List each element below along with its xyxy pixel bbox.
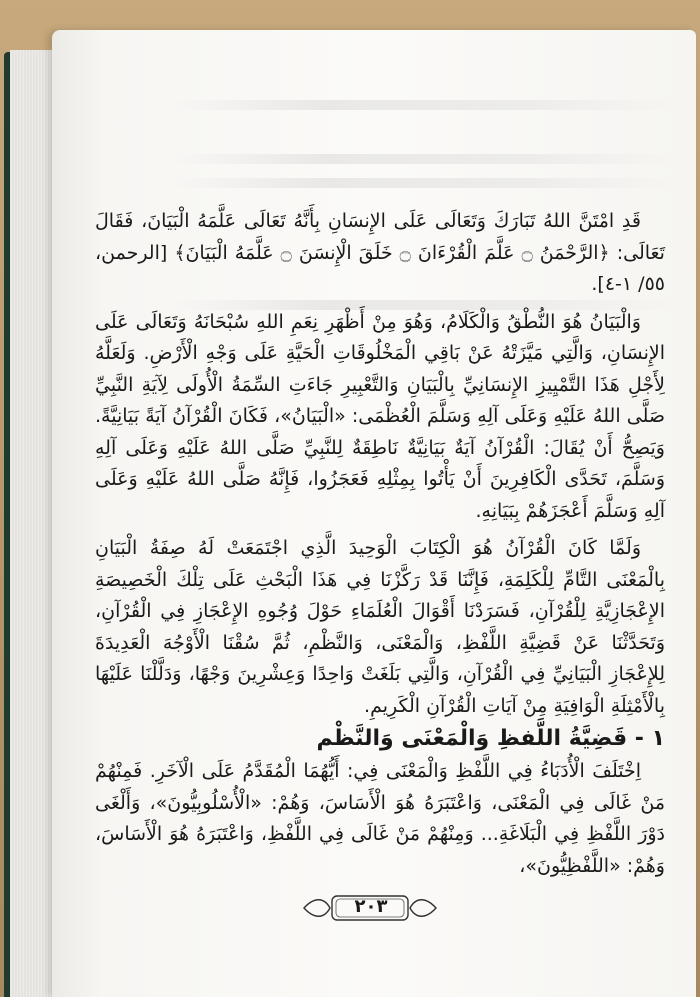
paragraph-1: قَدِ امْتَنَّ اللهُ تَبَارَكَ وَتَعَالَى عَلَى الإِنسَانِ بِأَنَّهُ تَعَالَى عَلَّمَهُ الْبَيَانَ، فَقَالَ تَعَالَى: ﴿الرَّحْمَنُ ۝ عَلَّمَ الْقُرْءَانَ ۝ خَلَقَ الْإِنسَنَ ۝ عَلَّمَهُ الْبَيَانَ﴾ [الرحمن، ٥٥/ ١-٤]. (95, 210, 665, 295)
bleed-through-line (172, 100, 672, 110)
paragraph-4: اِخْتَلَفَ الْأُدَبَاءُ فِي اللَّفْظِ وَالْمَعْنَى فِي: أَيُّهُمَا الْمُقَدَّمُ عَلَى الْآخَرِ. فَمِنْهُمْ مَنْ غَالَى فِي الْمَعْنَى، وَاعْتَبَرَهُ هُوَ الْأَسَاسَ، وَهُمْ: «الْأُسْلُوبِيُّونَ»، وَأَلْغَى دَوْرَ اللَّفْظِ فِي الْبَلَاغَةِ... وَمِنْهُمْ مَنْ غَالَى فِي اللَّفْظِ، وَاعْتَبَرَهُ هُوَ الْأَسَاسَ، وَهُمْ: «اللَّفْظِيُّونَ»، (95, 760, 665, 877)
bleed-through-line (172, 154, 672, 164)
bleed-through-line (172, 178, 672, 188)
paragraph-3: وَلَمَّا كَانَ الْقُرْآنُ هُوَ الْكِتَابَ الْوَحِيدَ الَّذِي اجْتَمَعَتْ لَهُ صِفَةُ الْبَيَانِ بِالْمَعْنَى التَّامِّ لِلْكَلِمَةِ، فَإِنَّنَا قَدْ رَكَّزْنَا فِي هَذَا الْبَحْثِ عَلَى تِلْكَ الْخَصِيصَةِ الإِعْجَازِيَّةِ لِلْقُرْآنِ، فَسَرَدْنَا أَقْوَالَ الْعُلَمَاءِ حَوْلَ وُجُوهِ الإِعْجَازِ فِي الْقُرْآنِ، وَتَحَدَّثْنَا عَنْ قَضِيَّةِ اللَّفْظِ، وَالْمَعْنَى، وَالنَّظْمِ، ثُمَّ سُقْنَا الْأَوْجُهَ الْعَدِيدَةَ لِلإِعْجَازِ الْبَيَانِيِّ فِي الْقُرْآنِ، وَالَّتِي بَلَغَتْ وَاحِدًا وَعِشْرِينَ وَجْهًا، وَدَلَّلْنَا عَلَيْهَا بِالْأَمْثِلَةِ الْوَافِيَةِ مِنْ آيَاتِ الْقُرْآنِ الْكَرِيمِ. (95, 537, 665, 717)
paragraph-2: وَالْبَيَانُ هُوَ النُّطْقُ وَالْكَلَامُ، وَهُوَ مِنْ أَظْهَرِ نِعَمِ اللهِ سُبْحَانَهُ وَتَعَالَى عَلَى الإِنسَانِ، وَالَّتِي مَيَّزَتْهُ عَنْ بَاقِي الْمَخْلُوقَاتِ الْحَيَّةِ عَلَى وَجْهِ الْأَرْضِ. وَلَعَلَّهُ لِأَجْلِ هَذَا التَّمْيِيزِ الإِنسَانِيِّ بِالْبَيَانِ وَالتَّعْبِيرِ جَاءَتِ السِّمَةُ الْأُولَى لِآيَةِ النَّبِيِّ صَلَّى اللهُ عَلَيْهِ وَعَلَى آلِهِ وَسَلَّمَ الْعُظْمَى: «الْبَيَانُ»، فَكَانَ الْقُرْآنُ آيَةً بَيَانِيَّةً. وَيَصِحُّ أَنْ يُقَالَ: الْقُرْآنُ آيَةٌ بَيَانِيَّةٌ نَاطِقَةٌ لِلنَّبِيِّ صَلَّى اللهُ عَلَيْهِ وَعَلَى آلِهِ وَسَلَّمَ، تَحَدَّى الْكَافِرِينَ أَنْ يَأْتُوا بِمِثْلِهِ فَعَجَزُوا، فَإِنَّهُ صَلَّى اللهُ عَلَيْهِ وَعَلَى آلِهِ وَسَلَّمَ أَعْجَزَهُمْ بِبَيَانِهِ. (95, 310, 665, 522)
section-heading: ١ - قَضِيَّةُ اللَّفظِ وَالْمَعْنَى وَالنَّظْم (316, 726, 665, 751)
page-number: ٢٠٣ (354, 896, 388, 917)
page-body (95, 206, 665, 882)
